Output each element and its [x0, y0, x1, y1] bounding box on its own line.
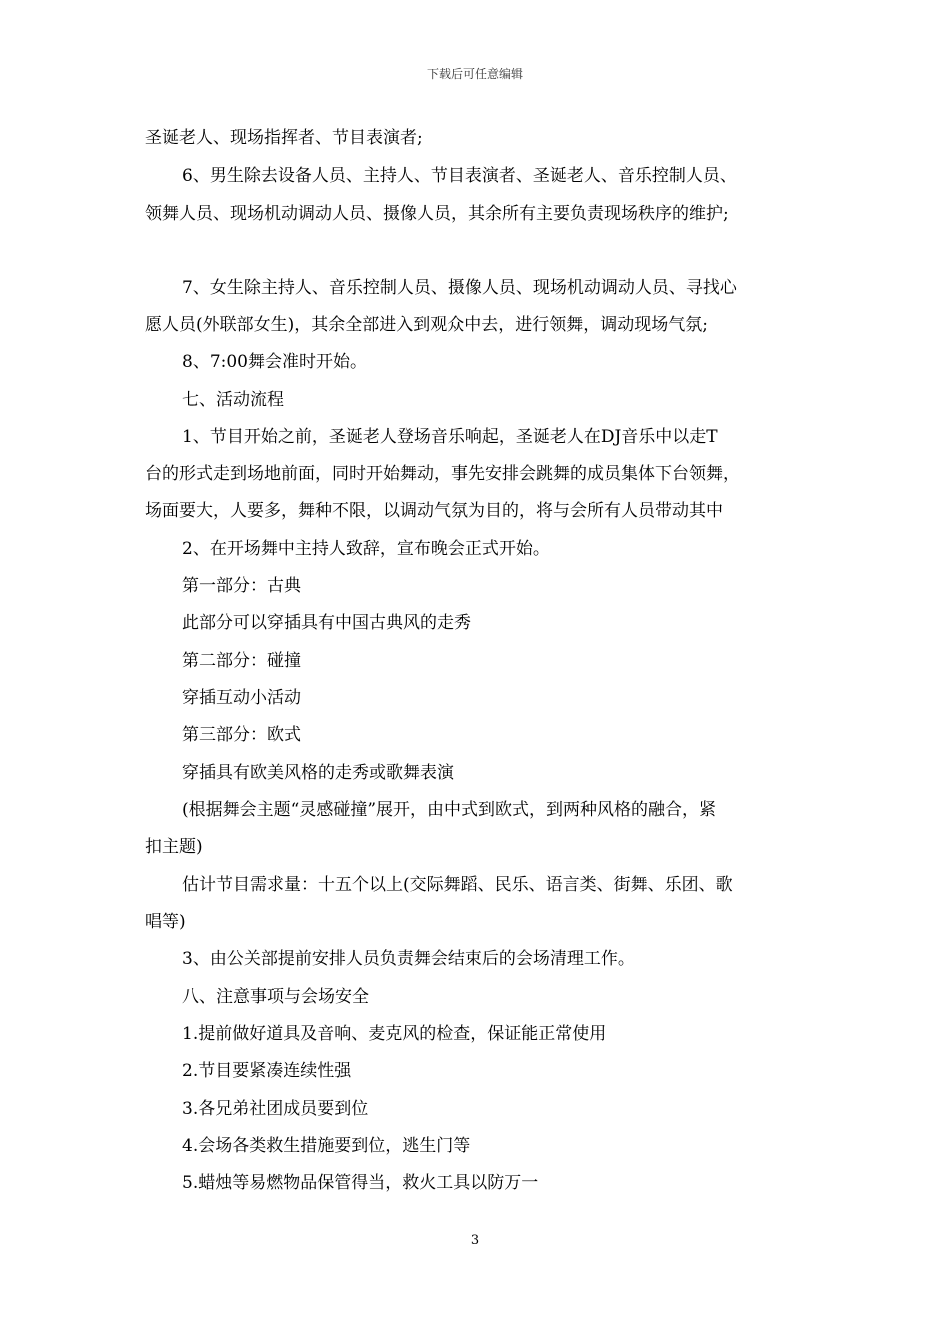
text-line: 此部分可以穿插具有中国古典风的走秀 [182, 613, 471, 633]
section-heading: 八、注意事项与会场安全 [182, 987, 369, 1007]
text-line: 穿插互动小活动 [182, 688, 301, 708]
text-line: (根据舞会主题“灵感碰撞”展开，由中式到欧式，到两种风格的融合，紧 [182, 800, 717, 820]
text-line: 第二部分：碰撞 [182, 651, 301, 671]
text-line: 场面要大，人要多，舞种不限，以调动气氛为目的，将与会所有人员带动其中 [145, 501, 723, 521]
list-item: 2.节目要紧凑连续性强 [182, 1061, 352, 1081]
text-line: 1、节目开始之前，圣诞老人登场音乐响起，圣诞老人在DJ音乐中以走T [182, 427, 718, 447]
text-line: 6、男生除去设备人员、主持人、节目表演者、圣诞老人、音乐控制人员、 [182, 166, 737, 186]
text-line: 3、由公关部提前安排人员负责舞会结束后的会场清理工作。 [182, 949, 635, 969]
text-line: 2、在开场舞中主持人致辞，宣布晚会正式开始。 [182, 539, 550, 559]
text-line: 穿插具有欧美风格的走秀或歌舞表演 [182, 763, 454, 783]
text-line: 愿人员(外联部女生)，其余全部进入到观众中去，进行领舞，调动现场气氛; [145, 315, 708, 335]
list-item: 3.各兄弟社团成员要到位 [182, 1099, 369, 1119]
list-item: 4.会场各类救生措施要到位，逃生门等 [182, 1136, 471, 1156]
text-line: 7、女生除主持人、音乐控制人员、摄像人员、现场机动调动人员、寻找心 [182, 278, 737, 298]
text-line: 唱等) [145, 912, 186, 932]
page-number: 3 [470, 1233, 480, 1248]
text-line: 台的形式走到场地前面，同时开始舞动，事先安排会跳舞的成员集体下台领舞， [145, 464, 740, 484]
text-line: 第一部分：古典 [182, 576, 301, 596]
text-line: 8、7:00舞会准时开始。 [182, 352, 367, 372]
text-line: 估计节目需求量：十五个以上(交际舞蹈、民乐、语言类、街舞、乐团、歌 [182, 875, 733, 895]
text-line: 扣主题) [145, 837, 203, 857]
text-line: 圣诞老人、现场指挥者、节目表演者; [145, 128, 423, 148]
list-item: 1.提前做好道具及音响、麦克风的检查，保证能正常使用 [182, 1024, 607, 1044]
text-line: 第三部分：欧式 [182, 725, 301, 745]
section-heading: 七、活动流程 [182, 390, 284, 410]
list-item: 5.蜡烛等易燃物品保管得当，救火工具以防万一 [182, 1173, 539, 1193]
page-header: 下载后可任意编辑 [426, 67, 523, 81]
text-line: 领舞人员、现场机动调动人员、摄像人员，其余所有主要负责现场秩序的维护; [145, 204, 729, 224]
